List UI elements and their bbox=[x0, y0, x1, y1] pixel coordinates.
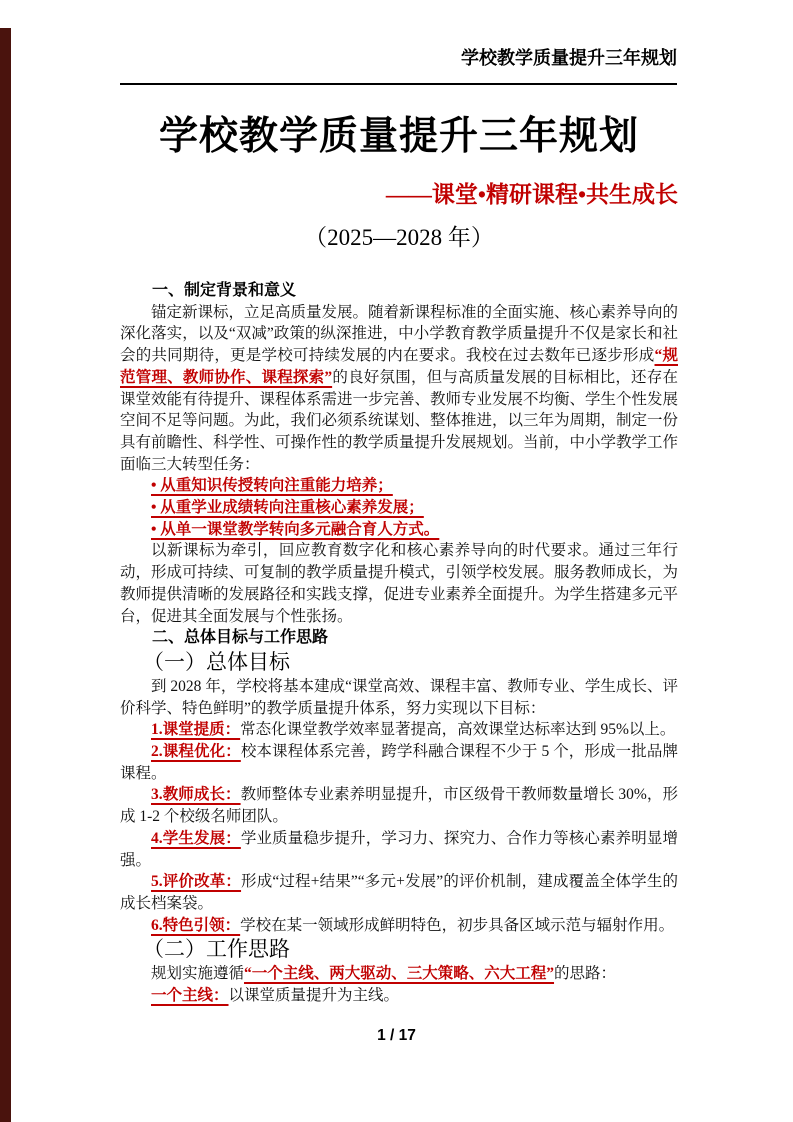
text-run: 学业质量稳步提升，学习力、探究力、合作力等核心素养明显增强。 bbox=[120, 829, 678, 869]
highlighted-text-run: 2.课程优化： bbox=[151, 743, 241, 761]
text-run: 常态化课堂教学效率显著提高，高效课堂达标率达到 95%以上。 bbox=[240, 721, 676, 739]
main-line-paragraph bbox=[120, 985, 678, 1007]
background-paragraph bbox=[120, 302, 678, 476]
text-run: 的良好氛围，但与高质量发展的目标相比，还存在课堂效能有待提升、课程体系需进一步完善、教师专业发展不均衡、学生个性发展空间不足等问题。为此，我们必须系统谋划、整体推进，以三年为周期，制定一份具有前瞻性、科学性、可操作性的教学质量提升发展规划。当前，中小学教学工作面临三大转型任务： bbox=[120, 368, 679, 473]
text-run: 以新课标为牵引，回应教育数字化和核心素养导向的时代要求。通过三年行动，形成可持续、可复制的教学质量提升模式，引领学校发展。服务教师成长，为教师提供清晰的发展路径和实践支撑，促进专业素养全面提升。为学生搭建多元平台，促进其全面发展与个性张扬。 bbox=[120, 542, 679, 625]
page-header bbox=[120, 0, 677, 85]
text-run: 到 2028 年，学校将基本建成“课堂高效、课程丰富、教师专业、学生成长、评价科学、特色鲜明”的教学质量提升体系，努力实现以下目标： bbox=[120, 677, 678, 717]
highlighted-text-run: “一个主线、两大驱动、三大策略、六大工程” bbox=[244, 965, 555, 983]
text-run: 规划实施遵循 bbox=[151, 965, 245, 983]
highlighted-text-run: 5.评价改革： bbox=[151, 873, 242, 891]
document-subtitle: ——课堂•精研课程•共生成长 bbox=[385, 182, 678, 207]
goal-item-5 bbox=[120, 871, 678, 914]
highlighted-text-run: • 从单一课堂教学转向多元融合育人方式。 bbox=[151, 520, 440, 538]
text-run: 教师整体专业素养明显提升，市区级骨干教师数量增长 30%，形成 1-2 个校级名师团队。 bbox=[120, 786, 678, 826]
left-accent-bar bbox=[0, 28, 11, 1122]
goal-item-2 bbox=[120, 741, 678, 784]
transform-task-bullet bbox=[120, 475, 678, 497]
goal-intro-paragraph bbox=[120, 676, 678, 719]
document-period: （2025—2028 年） bbox=[304, 225, 494, 250]
highlighted-text-run: 4.学生发展： bbox=[151, 829, 241, 847]
text-run: 的思路： bbox=[554, 965, 617, 983]
text-run: 学校在某一领域形成鲜明特色，初步具备区域示范与辐射作用。 bbox=[240, 916, 675, 934]
highlighted-text-run: • 从重知识传授转向注重能力培养； bbox=[151, 477, 393, 495]
significance-paragraph bbox=[120, 540, 678, 627]
document-body bbox=[120, 280, 678, 1007]
subsection-heading-work-idea: （二）工作思路 bbox=[143, 937, 290, 962]
section-heading-2: 二、总体目标与工作思路 bbox=[152, 629, 329, 647]
text-run: 形成“过程+结果”“多元+发展”的评价机制，建成覆盖全体学生的成长档案袋。 bbox=[120, 873, 678, 912]
document-title: 学校教学质量提升三年规划 bbox=[158, 115, 639, 158]
text-run: 校本课程体系完善，跨学科融合课程不少于 5 个，形成一批品牌课程。 bbox=[120, 743, 678, 782]
section-heading-1: 一、制定背景和意义 bbox=[152, 282, 297, 299]
goal-item-1 bbox=[120, 719, 678, 741]
transform-task-bullet bbox=[120, 519, 678, 541]
highlighted-text-run: “规范管理、教师协作、课程探索” bbox=[120, 347, 678, 386]
text-run: 以课堂质量提升为主线。 bbox=[228, 987, 400, 1005]
work-idea-paragraph bbox=[120, 963, 678, 985]
page-number: 1 / 17 bbox=[377, 1027, 416, 1044]
subsection-heading-overall-goal: （一）总体目标 bbox=[143, 649, 290, 674]
goal-item-3 bbox=[120, 784, 678, 827]
highlighted-text-run: 6.特色引领： bbox=[151, 916, 241, 934]
highlighted-text-run: • 从重学业成绩转向注重核心素养发展； bbox=[151, 499, 424, 517]
page-footer bbox=[0, 1027, 793, 1045]
text-run: 锚定新课标，立足高质量发展。随着新课程标准的全面实施、核心素养导向的深化落实，以及“双减”政策的纵深推进，中小学教育教学质量提升不仅是家长和社会的共同期待，更是学校可持续发展的内在要求。我校在过去数年已逐步形成 bbox=[120, 303, 679, 365]
highlighted-text-run: 一个主线： bbox=[151, 987, 229, 1005]
goal-item-6 bbox=[120, 915, 678, 937]
highlighted-text-run: 3.教师成长： bbox=[151, 786, 241, 804]
header-title: 学校教学质量提升三年规划 bbox=[461, 48, 677, 68]
transform-task-bullet bbox=[120, 497, 678, 519]
highlighted-text-run: 1.课堂提质： bbox=[151, 721, 241, 739]
goal-item-4 bbox=[120, 828, 678, 871]
document-content bbox=[120, 85, 678, 1007]
